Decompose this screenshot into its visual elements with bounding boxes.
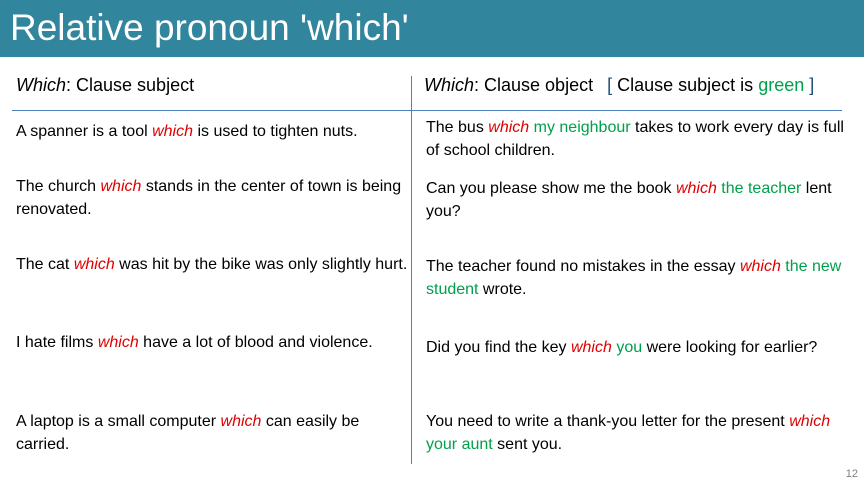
- left-column-heading: [16, 74, 194, 96]
- right-sentence-4: [426, 336, 844, 359]
- text: stands in the center of town is being renovated.: [16, 178, 402, 218]
- heading-text: : Clause object: [474, 75, 594, 95]
- relative-pronoun: which: [488, 119, 530, 136]
- text: takes to work every day is full of school children.: [426, 119, 844, 159]
- right-sentence-1: [426, 116, 844, 162]
- text: Did you find the key: [426, 339, 571, 356]
- relative-pronoun: which: [789, 413, 831, 430]
- left-sentence-1: [16, 120, 408, 143]
- left-sentence-4: [16, 331, 408, 354]
- clause-subject: the new student: [426, 258, 842, 298]
- relative-pronoun: which: [152, 123, 193, 140]
- text: wrote.: [478, 281, 527, 298]
- left-sentence-3: [16, 253, 408, 276]
- text: The church: [16, 178, 101, 195]
- text: A laptop is a small computer: [16, 413, 221, 430]
- heading-keyword: Which: [16, 75, 67, 95]
- column-divider: [411, 76, 412, 464]
- heading-text: : Clause subject: [66, 75, 195, 95]
- bracket-close: ]: [804, 75, 815, 95]
- text: have a lot of blood and violence.: [138, 334, 373, 351]
- text: lent you?: [426, 180, 832, 220]
- text: A spanner is a tool: [16, 123, 153, 140]
- text: sent you.: [492, 436, 563, 453]
- clause-subject: the teacher: [716, 180, 802, 197]
- heading-keyword: Which: [424, 75, 475, 95]
- text: The teacher found no mistakes in the essay: [426, 258, 740, 275]
- clause-subject: your aunt: [426, 436, 493, 453]
- header-divider: [12, 110, 842, 111]
- left-sentence-5: [16, 410, 408, 456]
- legend-green: green: [758, 75, 805, 95]
- relative-pronoun: which: [100, 178, 142, 195]
- right-sentence-2: [426, 177, 844, 223]
- relative-pronoun: which: [739, 258, 781, 275]
- relative-pronoun: which: [675, 180, 717, 197]
- text: Can you please show me the book: [426, 180, 676, 197]
- bracket-open: [: [607, 75, 618, 95]
- legend-note: [607, 75, 814, 95]
- right-sentence-3: [426, 255, 844, 301]
- relative-pronoun: which: [220, 413, 262, 430]
- left-sentence-2: [16, 175, 408, 221]
- relative-pronoun: which: [570, 339, 612, 356]
- clause-subject: my neighbour: [529, 119, 631, 136]
- right-column-heading: [424, 74, 814, 96]
- text: were looking for earlier?: [642, 339, 818, 356]
- legend-text: Clause subject is: [617, 75, 759, 95]
- clause-subject: you: [611, 339, 643, 356]
- text: is used to tighten nuts.: [193, 123, 358, 140]
- text: can easily be carried.: [16, 413, 360, 453]
- right-sentence-5: [426, 410, 844, 456]
- text: was hit by the bike was only slightly hurt.: [114, 256, 408, 273]
- text: The bus: [426, 119, 489, 136]
- text: You need to write a thank-you letter for the present: [426, 413, 790, 430]
- title-bar: [0, 0, 864, 57]
- relative-pronoun: which: [97, 334, 139, 351]
- page-number: 12: [845, 468, 858, 480]
- text: The cat: [16, 256, 74, 273]
- slide-title: Relative pronoun 'which': [10, 7, 409, 48]
- text: I hate films: [16, 334, 98, 351]
- relative-pronoun: which: [73, 256, 115, 273]
